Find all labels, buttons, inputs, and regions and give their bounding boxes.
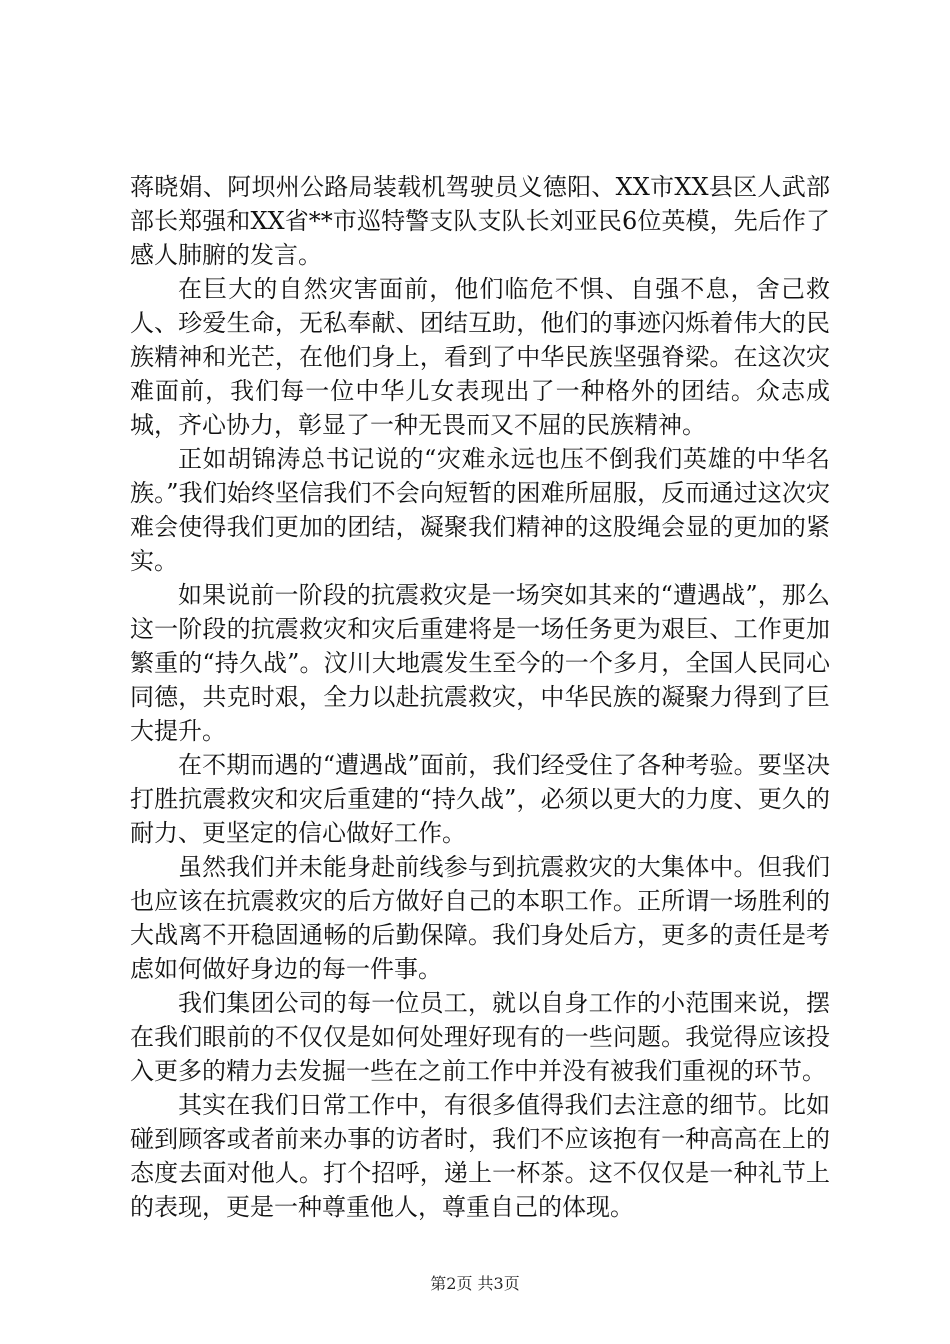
paragraph: 我们集团公司的每一位员工，就以自身工作的小范围来说，摆在我们眼前的不仅仅是如何处理好现有的一些问题。我觉得应该投入更多的精力去发掘一些在之前工作中并没有被我们重视的环节。: [130, 989, 830, 1085]
paragraph: 在巨大的自然灾害面前，他们临危不惧、自强不息，舍己救人、珍爱生命，无私奉献、团结互助，他们的事迹闪烁着伟大的民族精神和光芒，在他们身上，看到了中华民族坚强脊梁。在这次灾难面前，我们每一位中华儿女表现出了一种格外的团结。众志成城，齐心协力，彰显了一种无畏而又不屈的民族精神。: [130, 275, 830, 439]
paragraph-continuation: 蒋晓娟、阿坝州公路局装载机驾驶员义德阳、XX市XX县区人武部部长郑强和XX省**市巡特警支队支队长刘亚民6位英模，先后作了感人肺腑的发言。: [130, 173, 830, 269]
paragraph: 正如胡锦涛总书记说的“灾难永远也压不倒我们英雄的中华名族。”我们始终坚信我们不会向短暂的困难所屈服，反而通过这次灾难会使得我们更加的团结，凝聚我们精神的这股绳会显的更加的紧实。: [130, 445, 830, 575]
page-number-footer: 第2页 共3页: [430, 1274, 520, 1293]
paragraph: 其实在我们日常工作中，有很多值得我们去注意的细节。比如碰到顾客或者前来办事的访者时，我们不应该抱有一种高高在上的态度去面对他人。打个招呼，递上一杯茶。这不仅仅是一种礼节上的表现，更是一种尊重他人，尊重自己的体现。: [130, 1091, 830, 1221]
paragraph: 在不期而遇的“遭遇战”面前，我们经受住了各种考验。要坚决打胜抗震救灾和灾后重建的“持久战”，必须以更大的力度、更久的耐力、更坚定的信心做好工作。: [130, 751, 830, 847]
paragraph: 如果说前一阶段的抗震救灾是一场突如其来的“遭遇战”，那么这一阶段的抗震救灾和灾后重建将是一场任务更为艰巨、工作更加繁重的“持久战”。汶川大地震发生至今的一个多月，全国人民同心同德，共克时艰，全力以赴抗震救灾，中华民族的凝聚力得到了巨大提升。: [130, 581, 830, 745]
paragraph: 虽然我们并未能身赴前线参与到抗震救灾的大集体中。但我们也应该在抗震救灾的后方做好自己的本职工作。正所谓一场胜利的大战离不开稳固通畅的后勤保障。我们身处后方，更多的责任是考虑如何做好身边的每一件事。: [130, 853, 830, 983]
document-body: [130, 170, 830, 1224]
